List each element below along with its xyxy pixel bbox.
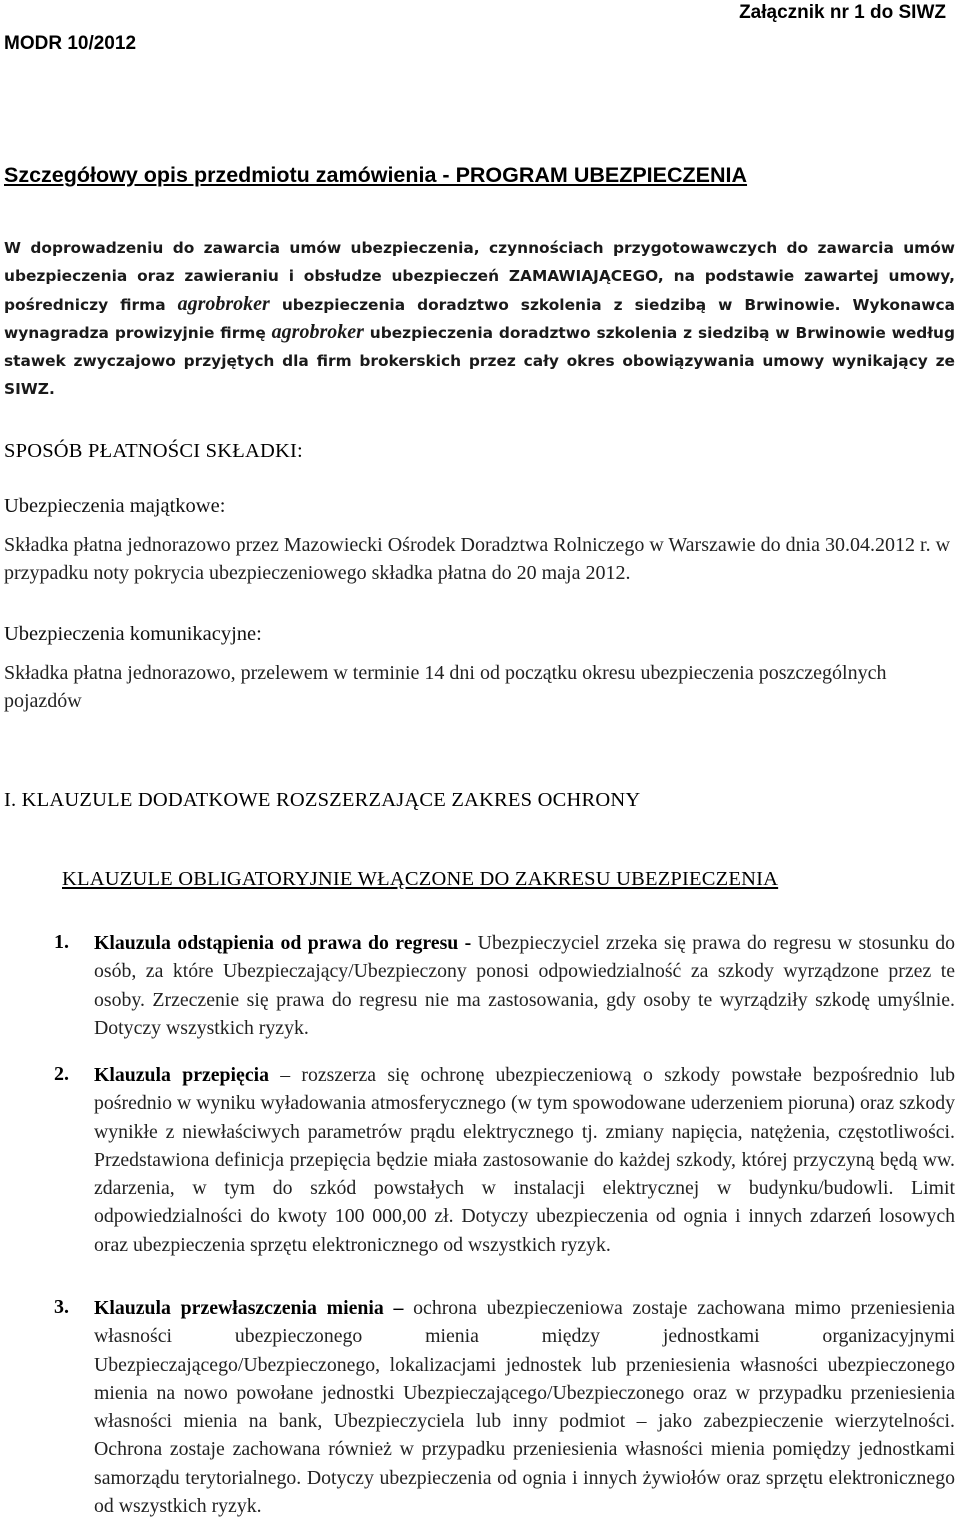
clause-number: 2.	[54, 1063, 69, 1085]
brand-name: agrobroker	[271, 321, 364, 344]
section-subheading: KLAUZULE OBLIGATORYJNIE WŁĄCZONE DO ZAKRESU UBEZPIECZENIA	[62, 868, 779, 890]
clause-2	[94, 1061, 955, 1259]
section-heading: I. KLAUZULE DODATKOWE ROZSZERZAJĄCE ZAKRES OCHRONY	[4, 789, 641, 811]
property-heading: Ubezpieczenia majątkowe:	[4, 495, 226, 517]
motor-heading: Ubezpieczenia komunikacyjne:	[4, 623, 262, 645]
intro-text-3: ubezpieczenia doradztwo szkolenia z siedzibą w Brwinowie według stawek zwyczajowo przyjętych dla firm brokerskich przez cały okres obowiązywania umowy wynikający ze SIWZ.	[4, 324, 955, 398]
clause-text: Ubezpieczyciel zrzeka się prawa do regresu w stosunku do osób, za które Ubezpieczający/Ubezpieczony ponosi odpowiedzialność za szkody wyrządzone przez te osoby. Zrzeczenie się prawa do regresu nie ma zastosowania, gdy osoby te wyrządziły szkodę umyślnie. Dotyczy wszystkich ryzyk.	[94, 932, 955, 1039]
motor-text: Składka płatna jednorazowo, przelewem w terminie 14 dni od początku okresu ubezpieczenia poszczególnych pojazdów	[4, 662, 887, 712]
clause-1	[94, 929, 955, 1042]
intro-text-2: ubezpieczenia doradztwo szkolenia z siedzibą w Brwinowie. Wykonawca wynagradza prowizyjnie firmę	[4, 295, 955, 343]
clause-title: Klauzula przepięcia	[94, 1064, 269, 1086]
intro-paragraph	[4, 235, 955, 404]
intro-text-1: W doprowadzeniu do zawarcia umów ubezpieczenia, czynnościach przygotowawczych do zawarcia umów ubezpieczenia oraz zawieraniu i obsłudze ubezpieczeń ZAMAWIAJĄCEGO, na podstawie zawartej umowy, pośredniczy firma	[4, 239, 955, 314]
page-title: Szczegółowy opis przedmiotu zamówienia - PROGRAM UBEZPIECZENIA	[4, 163, 748, 187]
clause-title: Klauzula przewłaszczenia mienia –	[94, 1297, 404, 1319]
document-code: MODR 10/2012	[4, 33, 137, 54]
clause-text: – rozszerza się ochronę ubezpieczeniową o szkody powstałe bezpośrednio lub pośrednio w wyniku wyładowania atmosferycznego (w tym spowodowane uderzeniem pioruna) oraz szkody wynikłe z niewłaściwych parametrów prądu elektrycznego tj. zmiany napięcia, natężenia, częstotliwości. Przedstawiona definicja przepięcia będzie miała zastosowanie do każdej szkody, której przyczyną będą ww. zdarzenia, w tym do szkód powstałych w instalacji elektrycznej w budynku/budowli. Limit odpowiedzialności do kwoty 100 000,00 zł. Dotyczy ubezpieczenia od ognia i innych zdarzeń losowych oraz ubezpieczenia sprzętu elektronicznego od wszystkich ryzyk.	[94, 1064, 955, 1256]
brand-name: agrobroker	[177, 292, 270, 315]
clause-text: ochrona ubezpieczeniowa zostaje zachowana mimo przeniesienia własności ubezpieczonego mienia między jednostkami organizacyjnymi Ubezpieczającego/Ubezpieczonego, lokalizacjami jednostek lub przeniesienia własności ubezpieczonego mienia na nowo powołane jednostki Ubezpieczającego/Ubezpieczonego oraz w przypadku przeniesienia własności mienia na bank, Ubezpieczyciela lub inny podmiot – jako zabezpieczenie wierzytelności. Ochrona zostaje zachowana również w przypadku przeniesienia własności mienia pomiędzy jednostkami samorządu terytorialnego. Dotyczy ubezpieczenia od ognia i innych żywiołów oraz sprzętu elektronicznego od wszystkich ryzyk.	[94, 1297, 956, 1518]
attachment-label: Załącznik nr 1 do SIWZ	[739, 2, 946, 23]
clause-title: Klauzula odstąpienia od prawa do regresu -	[94, 932, 472, 954]
clause-number: 1.	[54, 931, 69, 953]
property-text: Składka płatna jednorazowo przez Mazowiecki Ośrodek Doradztwa Rolniczego w Warszawie do dnia 30.04.2012 r. w przypadku noty pokrycia ubezpieczeniowego składka płatna do 20 maja 2012.	[4, 534, 951, 584]
clause-3	[94, 1294, 955, 1520]
clause-number: 3.	[54, 1296, 69, 1318]
payment-heading: SPOSÓB PŁATNOŚCI SKŁADKI:	[4, 440, 303, 462]
